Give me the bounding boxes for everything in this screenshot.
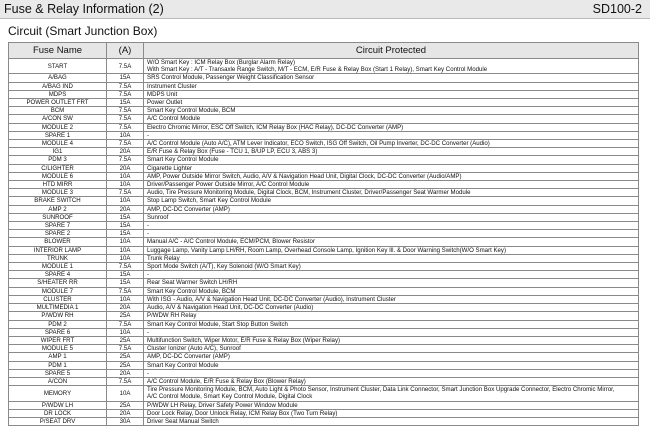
fuse-amperage-cell: 15A	[107, 279, 144, 287]
fuse-amperage-cell: 10A	[107, 181, 144, 189]
fuse-name-cell: MODULE 5	[9, 345, 107, 353]
column-header-amperage: (A)	[107, 43, 144, 59]
circuit-protected-cell	[144, 238, 639, 246]
table-row	[9, 312, 639, 320]
fuse-amperage-cell: 7.5A	[107, 90, 144, 98]
table-row	[9, 74, 639, 82]
fuse-name-cell: POWER OUTLET FRT	[9, 99, 107, 107]
circuit-protected-line: Trunk Relay	[147, 254, 180, 262]
circuit-protected-line: -	[147, 271, 150, 279]
circuit-protected-cell	[144, 369, 639, 377]
circuit-protected-cell	[144, 409, 639, 417]
circuit-protected-cell	[144, 254, 639, 262]
table-row	[9, 377, 639, 385]
table-row	[9, 90, 639, 98]
page-header	[0, 0, 650, 19]
circuit-protected-cell	[144, 345, 639, 353]
fuse-name-cell: PDM 2	[9, 320, 107, 328]
circuit-protected-cell	[144, 312, 639, 320]
circuit-protected-cell	[144, 164, 639, 172]
circuit-protected-line: Tire Pressure Monitoring Module, BCM, Auto Light & Photo Sensor, Instrument Cluster, Data Link Connector, Smart Junction Box Upgrade Connector, Electro Chromic Mirror,	[147, 386, 615, 394]
circuit-protected-line: Driver Seat Manual Switch	[147, 417, 219, 425]
fuse-name-cell: AMP 1	[9, 353, 107, 361]
fuse-amperage-cell: 20A	[107, 148, 144, 156]
fuse-name-cell: SUNROOF	[9, 213, 107, 221]
fuse-amperage-cell: 10A	[107, 238, 144, 246]
fuse-name-cell: MDPS	[9, 90, 107, 98]
fuse-name-cell: A/CON SW	[9, 115, 107, 123]
circuit-protected-line: Smart Key Control Module, Start Stop Button Switch	[147, 320, 288, 328]
table-row	[9, 409, 639, 417]
circuit-protected-cell	[144, 74, 639, 82]
circuit-protected-cell	[144, 156, 639, 164]
circuit-protected-line: Power Outlet	[147, 99, 183, 107]
fuse-name-cell: BLOWER	[9, 238, 107, 246]
fuse-name-cell: DR LOCK	[9, 409, 107, 417]
fuse-name-cell: A/BAG	[9, 74, 107, 82]
circuit-protected-cell	[144, 90, 639, 98]
fuse-amperage-cell: 15A	[107, 74, 144, 82]
fuse-amperage-cell: 7.5A	[107, 107, 144, 115]
circuit-protected-line: With ISG - Audio, A/V & Navigation Head Unit, DC-DC Converter (Audio), Instrument Cluster	[147, 295, 396, 303]
circuit-protected-cell	[144, 304, 639, 312]
fuse-name-cell: P/SEAT DRV	[9, 417, 107, 425]
fuse-amperage-cell: 7.5A	[107, 115, 144, 123]
circuit-protected-line: A/C Control Module	[147, 115, 201, 123]
table-row	[9, 304, 639, 312]
circuit-protected-line: P/WDW LH Relay, Driver Safety Power Window Module	[147, 401, 298, 409]
fuse-name-cell: MODULE 2	[9, 123, 107, 131]
circuit-protected-line: A/C Control Module, E/R Fuse & Relay Box (Blower Relay)	[147, 377, 306, 385]
fuse-name-cell: BRAKE SWITCH	[9, 197, 107, 205]
circuit-protected-cell	[144, 197, 639, 205]
page-title: Fuse & Relay Information (2)	[4, 2, 164, 16]
circuit-protected-cell	[144, 287, 639, 295]
table-row	[9, 164, 639, 172]
table-row	[9, 345, 639, 353]
fuse-name-cell: SPARE 2	[9, 230, 107, 238]
table-row	[9, 115, 639, 123]
fuse-amperage-cell: 20A	[107, 409, 144, 417]
circuit-protected-cell	[144, 99, 639, 107]
circuit-protected-line: Audio, A/V & Navigation Head Unit, DC-DC Converter (Audio)	[147, 304, 314, 312]
circuit-protected-cell	[144, 82, 639, 90]
fuse-amperage-cell: 7.5A	[107, 287, 144, 295]
circuit-protected-line: P/WDW RH Relay	[147, 312, 197, 320]
fuse-amperage-cell: 20A	[107, 369, 144, 377]
fuse-amperage-cell: 15A	[107, 222, 144, 230]
circuit-protected-cell	[144, 123, 639, 131]
fuse-amperage-cell: 15A	[107, 99, 144, 107]
fuse-name-cell: BCM	[9, 107, 107, 115]
column-header-circuit-protected: Circuit Protected	[144, 43, 639, 59]
circuit-protected-line: Sport Mode Switch (A/T), Key Solenoid (W/O Smart Key)	[147, 263, 301, 271]
table-row	[9, 148, 639, 156]
table-row	[9, 263, 639, 271]
table-header-row	[9, 43, 639, 59]
fuse-amperage-cell: 7.5A	[107, 345, 144, 353]
fuse-amperage-cell: 20A	[107, 304, 144, 312]
circuit-protected-line: Electro Chromic Mirror, ESC Off Switch, ICM Relay Box (HAC Relay), DC-DC Converter (AMP)	[147, 123, 404, 131]
fuse-amperage-cell: 25A	[107, 312, 144, 320]
circuit-protected-cell	[144, 205, 639, 213]
fuse-name-cell: AMP 2	[9, 205, 107, 213]
fuse-amperage-cell: 7.5A	[107, 82, 144, 90]
circuit-protected-line: Smart Key Control Module, BCM	[147, 107, 236, 115]
fuse-amperage-cell: 10A	[107, 197, 144, 205]
circuit-protected-cell	[144, 246, 639, 254]
circuit-protected-cell	[144, 295, 639, 303]
fuse-name-cell: SPARE 7	[9, 222, 107, 230]
circuit-protected-cell	[144, 131, 639, 139]
circuit-protected-line: E/R Fuse & Relay Box (Fuse - TCU 1, B/UP LP, ECU 3, ABS 3)	[147, 148, 318, 156]
circuit-protected-cell	[144, 328, 639, 336]
table-row	[9, 417, 639, 425]
section-title: Circuit (Smart Junction Box)	[8, 24, 158, 38]
fuse-name-cell: SPARE 1	[9, 131, 107, 139]
fuse-amperage-cell: 7.5A	[107, 156, 144, 164]
circuit-protected-line: -	[147, 222, 150, 230]
table-row	[9, 246, 639, 254]
column-header-fuse-name: Fuse Name	[9, 43, 107, 59]
fuse-amperage-cell: 15A	[107, 271, 144, 279]
fuse-name-cell: MEMORY	[9, 386, 107, 401]
circuit-protected-cell	[144, 386, 639, 401]
table-row	[9, 123, 639, 131]
fuse-amperage-cell: 20A	[107, 164, 144, 172]
fuse-amperage-cell: 10A	[107, 254, 144, 262]
fuse-name-cell: PDM 3	[9, 156, 107, 164]
fuse-name-cell: CLUSTER	[9, 295, 107, 303]
circuit-protected-line: With Smart Key : A/T - Transaxle Range Switch, M/T - ECM, E/R Fuse & Relay Box (Start 1 Relay), Smart Key Control Module	[147, 66, 488, 74]
table-row	[9, 320, 639, 328]
circuit-protected-line: Sunroof	[147, 213, 169, 221]
table-row	[9, 172, 639, 180]
fuse-name-cell: P/WDW LH	[9, 401, 107, 409]
fuse-amperage-cell: 25A	[107, 401, 144, 409]
circuit-protected-line: AMP, DC-DC Converter (AMP)	[147, 205, 230, 213]
circuit-protected-line: AMP, Power Outside Mirror Switch, Audio, A/V & Navigation Head Unit, Digital Clock, DC-DC Converter (Audio/AMP)	[147, 172, 462, 180]
circuit-protected-line: -	[147, 230, 150, 238]
table-row	[9, 189, 639, 197]
table-row	[9, 59, 639, 74]
circuit-protected-line: W/O Smart Key : ICM Relay Box (Burglar Alarm Relay)	[147, 59, 295, 66]
fuse-amperage-cell: 25A	[107, 336, 144, 344]
fuse-amperage-cell: 10A	[107, 386, 144, 401]
fuse-name-cell: P/WDW RH	[9, 312, 107, 320]
table-row	[9, 328, 639, 336]
table-row	[9, 336, 639, 344]
fuse-name-cell: MODULE 6	[9, 172, 107, 180]
fuse-amperage-cell: 7.5A	[107, 123, 144, 131]
fuse-name-cell: START	[9, 59, 107, 74]
fuse-name-cell: A/BAG IND	[9, 82, 107, 90]
fuse-amperage-cell: 7.5A	[107, 320, 144, 328]
table-row	[9, 279, 639, 287]
table-row	[9, 156, 639, 164]
table-row	[9, 197, 639, 205]
fuse-amperage-cell: 20A	[107, 205, 144, 213]
fuse-name-cell: MULTIMEDIA 1	[9, 304, 107, 312]
fuse-name-cell: A/CON	[9, 377, 107, 385]
circuit-protected-line: A/C Control Module (Auto A/C), ATM Lever Indicator, ECO Switch, ISG Off Switch, Oil Pump Inverter, DC-DC Converter (Audio)	[147, 140, 490, 148]
table-row	[9, 361, 639, 369]
fuse-name-cell: SPARE 6	[9, 328, 107, 336]
fuse-name-cell: SPARE 4	[9, 271, 107, 279]
circuit-protected-cell	[144, 377, 639, 385]
fuse-amperage-cell: 7.5A	[107, 59, 144, 74]
fuse-amperage-cell: 7.5A	[107, 140, 144, 148]
circuit-protected-line: Stop Lamp Switch, Smart Key Control Module	[147, 197, 271, 205]
circuit-protected-cell	[144, 59, 639, 74]
circuit-protected-line: -	[147, 131, 150, 139]
table-row	[9, 205, 639, 213]
table-row	[9, 213, 639, 221]
circuit-protected-cell	[144, 230, 639, 238]
circuit-protected-line: Rear Seat Warmer Switch LH/RH	[147, 279, 238, 287]
circuit-protected-line: SRS Control Module, Passenger Weight Classification Sensor	[147, 74, 315, 82]
fuse-name-cell: TRUNK	[9, 254, 107, 262]
table-row	[9, 401, 639, 409]
fuse-name-cell: INTERIOR LAMP	[9, 246, 107, 254]
table-row	[9, 107, 639, 115]
fuse-name-cell: IG1	[9, 148, 107, 156]
fuse-amperage-cell: 15A	[107, 230, 144, 238]
table-row	[9, 238, 639, 246]
fuse-amperage-cell: 30A	[107, 417, 144, 425]
circuit-protected-cell	[144, 353, 639, 361]
circuit-protected-line: Instrument Cluster	[147, 82, 197, 90]
fuse-amperage-cell: 7.5A	[107, 377, 144, 385]
circuit-protected-cell	[144, 222, 639, 230]
table-row	[9, 222, 639, 230]
fuse-amperage-cell: 7.5A	[107, 263, 144, 271]
fuse-amperage-cell: 10A	[107, 295, 144, 303]
circuit-protected-cell	[144, 213, 639, 221]
table-row	[9, 287, 639, 295]
fuse-amperage-cell: 25A	[107, 353, 144, 361]
circuit-protected-cell	[144, 189, 639, 197]
fuse-table	[8, 42, 639, 426]
circuit-protected-line: A/C Control Module, Smart Key Control Module, Digital Clock	[147, 393, 313, 401]
circuit-protected-cell	[144, 140, 639, 148]
circuit-protected-cell	[144, 148, 639, 156]
fuse-name-cell: C/LIGHTER	[9, 164, 107, 172]
circuit-protected-line: Smart Key Control Module	[147, 361, 219, 369]
circuit-protected-line: Smart Key Control Module, BCM	[147, 287, 236, 295]
fuse-amperage-cell: 10A	[107, 246, 144, 254]
circuit-protected-line: Manual A/C - A/C Control Module, ECM/PCM, Blower Resistor	[147, 238, 315, 246]
table-row	[9, 271, 639, 279]
circuit-protected-cell	[144, 361, 639, 369]
circuit-protected-line: Cluster Ionizer (Auto A/C), Sunroof	[147, 345, 241, 353]
table-row	[9, 131, 639, 139]
table-row	[9, 386, 639, 401]
circuit-protected-cell	[144, 336, 639, 344]
fuse-amperage-cell: 10A	[107, 328, 144, 336]
fuse-name-cell: MODULE 1	[9, 263, 107, 271]
circuit-protected-line: Multifunction Switch, Wiper Motor, E/R Fuse & Relay Box (Wiper Relay)	[147, 336, 341, 344]
table-row	[9, 369, 639, 377]
circuit-protected-line: Smart Key Control Module	[147, 156, 219, 164]
circuit-protected-cell	[144, 115, 639, 123]
table-row	[9, 254, 639, 262]
fuse-name-cell: MODULE 7	[9, 287, 107, 295]
circuit-protected-line: AMP, DC-DC Converter (AMP)	[147, 353, 230, 361]
circuit-protected-line: Cigarette Lighter	[147, 164, 193, 172]
table-row	[9, 353, 639, 361]
fuse-amperage-cell: 25A	[107, 361, 144, 369]
table-row	[9, 230, 639, 238]
fuse-name-cell: PDM 1	[9, 361, 107, 369]
fuse-name-cell: HTD MIRR	[9, 181, 107, 189]
fuse-name-cell: MODULE 3	[9, 189, 107, 197]
circuit-protected-cell	[144, 181, 639, 189]
circuit-protected-line: Audio, Tire Pressure Monitoring Module, Digital Clock, BCM, Instrument Cluster, Driver/Passenger Seat Warmer Module	[147, 189, 471, 197]
table-row	[9, 295, 639, 303]
fuse-amperage-cell: 10A	[107, 172, 144, 180]
fuse-name-cell: MODULE 4	[9, 140, 107, 148]
fuse-name-cell: SPARE 5	[9, 369, 107, 377]
circuit-protected-cell	[144, 279, 639, 287]
fuse-amperage-cell: 7.5A	[107, 189, 144, 197]
circuit-protected-cell	[144, 401, 639, 409]
document-code: SD100-2	[592, 2, 642, 16]
circuit-protected-line: -	[147, 328, 150, 336]
fuse-name-cell: WIPER FRT	[9, 336, 107, 344]
circuit-protected-cell	[144, 107, 639, 115]
circuit-protected-line: Door Lock Relay, Door Unlock Relay, ICM Relay Box (Two Turn Relay)	[147, 409, 338, 417]
circuit-protected-line: MDPS Unit	[147, 90, 178, 98]
table-row	[9, 82, 639, 90]
circuit-protected-line: -	[147, 369, 150, 377]
fuse-table-body	[9, 59, 639, 426]
circuit-protected-cell	[144, 320, 639, 328]
circuit-protected-cell	[144, 417, 639, 425]
circuit-protected-cell	[144, 172, 639, 180]
circuit-protected-line: Luggage Lamp, Vanity Lamp LH/RH, Room Lamp, Overhead Console Lamp, Ignition Key Ill. & Door Warning Switch(W/O Smart Key)	[147, 246, 507, 254]
fuse-name-cell: S/HEATER RR	[9, 279, 107, 287]
fuse-amperage-cell: 10A	[107, 131, 144, 139]
circuit-protected-cell	[144, 271, 639, 279]
table-row	[9, 181, 639, 189]
fuse-amperage-cell: 15A	[107, 213, 144, 221]
table-row	[9, 140, 639, 148]
circuit-protected-line: Driver/Passenger Power Outside Mirror, A/C Control Module	[147, 181, 310, 189]
table-row	[9, 99, 639, 107]
circuit-protected-cell	[144, 263, 639, 271]
